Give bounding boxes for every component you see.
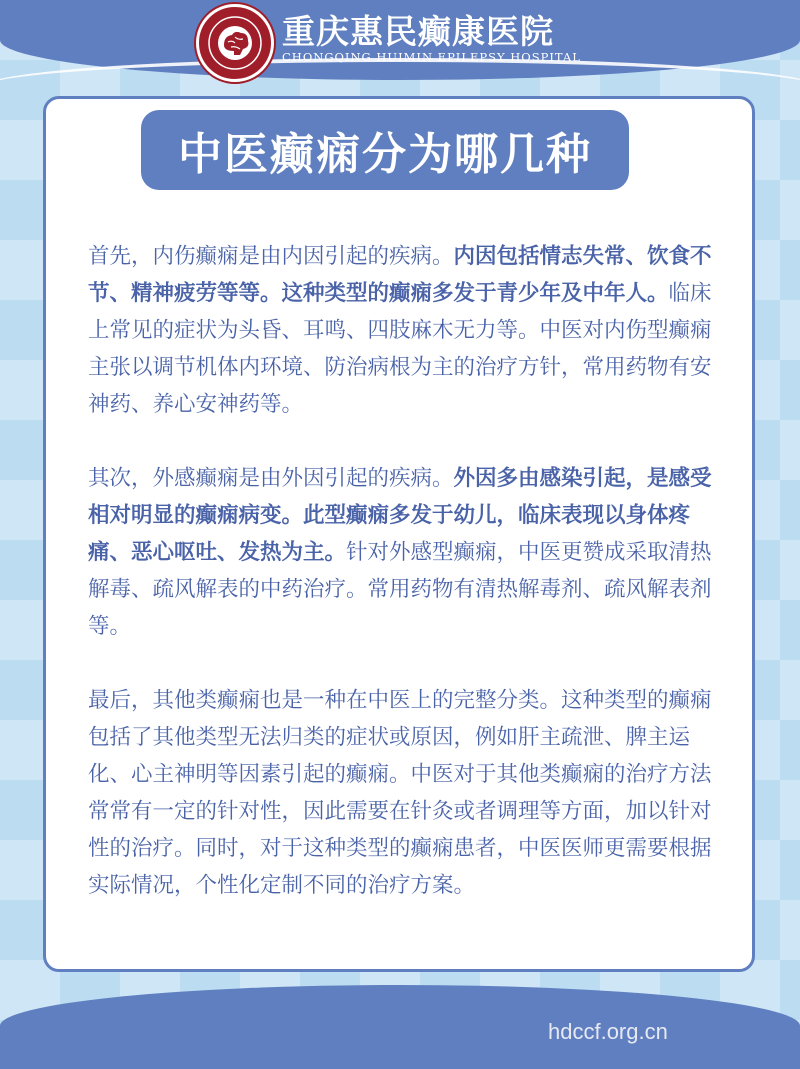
paragraph-text: 其次，外感癫痫是由外因引起的疾病。 (88, 466, 454, 491)
paragraph-text: 首先，内伤癫痫是由内因引起的疾病。 (88, 244, 454, 269)
site-watermark: hdccf.org.cn (548, 1019, 668, 1044)
hospital-logo (196, 4, 272, 80)
hospital-name: 重庆惠民癫康医院 (282, 12, 554, 51)
paragraph-emphasis: 内因包括情志失常、饮食不节、精神疲劳等等。这种类型的癫痫多发于青少年及中年人。 (88, 244, 712, 306)
title-banner (141, 110, 629, 190)
paragraph-other-types (88, 682, 718, 904)
paragraph-emphasis: 外因多由感染引起，是感受相对明显的癫痫病变。此型癫痫多发于幼儿，临床表现以身体疼痛、恶心呕吐、发热为主。 (88, 466, 712, 565)
paragraph-external-infection (88, 460, 718, 645)
paragraph-inner-injury (88, 238, 718, 423)
article-body (88, 238, 718, 941)
brain-logo-icon (207, 15, 263, 71)
footer-band (0, 985, 800, 1069)
hospital-name-english: CHONGQING HUIMIN EPILEPSY HOSPITAL (282, 50, 581, 64)
paragraph-text: 临床上常见的症状为头昏、耳鸣、四肢麻木无力等。中医对内伤型癫痫主张以调节机体内环境、防治病根为主的治疗方针，常用药物有安神药、养心安神药等。 (88, 281, 712, 417)
paragraph-text: 最后，其他类癫痫也是一种在中医上的完整分类。这种类型的癫痫包括了其他类型无法归类的症状或原因，例如肝主疏泄、脾主运化、心主神明等因素引起的癫痫。中医对于其他类癫痫的治疗方法常常有一定的针对性，因此需要在针灸或者调理等方面，加以针对性的治疗。同时，对于这种类型的癫痫患者，中医医师更需要根据实际情况，个性化定制不同的治疗方案。 (88, 688, 712, 898)
page-title: 中医癫痫分为哪几种 (178, 129, 592, 180)
paragraph-text: 针对外感型癫痫，中医更赞成采取清热解毒、疏风解表的中药治疗。常用药物有清热解毒剂、疏风解表剂等。 (88, 540, 712, 639)
